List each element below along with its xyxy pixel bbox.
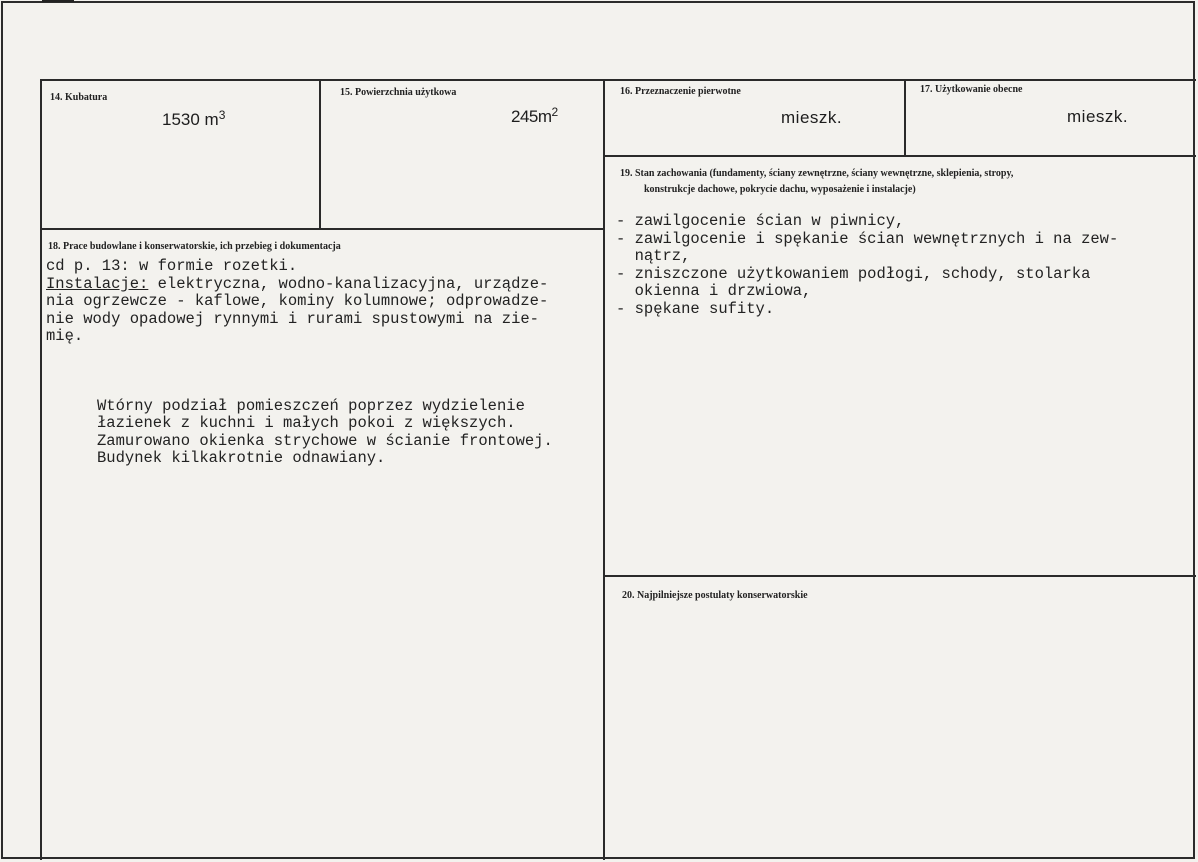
field-18-line: cd p. 13: w formie rozetki. (46, 257, 298, 275)
field-15-label: 15. Powierzchnia użytkowa (340, 87, 457, 98)
field-18-line: nia ogrzewcze - kaflowe, kominy kolumnowe; odprowadze- (46, 292, 549, 310)
field-16-label: 16. Przeznaczenie pierwotne (620, 86, 741, 97)
field-18-label: 18. Prace budowlane i konserwatorskie, ich przebieg i dokumentacja (48, 241, 341, 252)
field-14-number: 1530 m (162, 110, 219, 129)
field-18-paragraph-line: Zamurowano okienka strychowe w ścianie frontowej. (97, 432, 553, 450)
field-19-line: nątrz, (616, 247, 691, 265)
field-14-exponent: 3 (218, 108, 226, 122)
installations-text: elektryczna, wodno-kanalizacyjna, urządze- (148, 275, 549, 293)
field-18-line (46, 276, 548, 294)
field-15-number: 245m (511, 107, 552, 126)
field-18-paragraph-line: Budynek kilkakrotnie odnawiany. (97, 449, 386, 467)
divider-row-18 (40, 228, 605, 230)
field-14-value (162, 108, 225, 130)
field-17-value: mieszk. (1067, 107, 1129, 126)
field-18-line: mię. (46, 327, 84, 345)
row1-top-border (40, 79, 1196, 81)
field-19-line: - zawilgocenie i spękanie ścian wewnętrznych i na zew- (616, 230, 1119, 248)
left-border (40, 79, 42, 860)
field-18-paragraph-line: Wtórny podział pomieszczeń poprzez wydzielenie (97, 397, 525, 415)
field-17-label: 17. Użytkowanie obecne (920, 84, 1023, 95)
field-19-label-line1: 19. Stan zachowania (fundamenty, ściany zewnętrzne, ściany wewnętrzne, sklepienia, stropy, (620, 168, 1014, 179)
divider-row-19 (605, 155, 1196, 157)
field-19-line: - zniszczone użytkowaniem podłogi, schody, stolarka (616, 265, 1091, 283)
field-16-value: mieszk. (781, 108, 843, 127)
field-18-paragraph-line: łazienek z kuchni i małych pokoi z większych. (97, 414, 516, 432)
top-margin-mark (42, 0, 74, 2)
field-15-exponent: 2 (551, 105, 558, 119)
field-15-value (511, 105, 558, 127)
field-19-label-line2: konstrukcje dachowe, pokrycie dachu, wyposażenie i instalacje) (644, 184, 916, 195)
divider-14-15 (319, 79, 321, 229)
field-19-line: okienna i drzwiowa, (616, 282, 812, 300)
center-divider (603, 79, 605, 860)
installations-heading: Instalacje: (46, 275, 149, 293)
field-14-label: 14. Kubatura (50, 92, 108, 103)
field-20-label: 20. Najpilniejsze postulaty konserwatorskie (622, 590, 808, 601)
field-19-line: - zawilgocenie ścian w piwnicy, (616, 212, 905, 230)
field-19-line: - spękane sufity. (616, 300, 775, 318)
divider-16-17 (904, 79, 906, 156)
field-18-line: nie wody opadowej rynnymi i rurami spustowymi na zie- (46, 310, 539, 328)
divider-row-20 (605, 575, 1196, 577)
